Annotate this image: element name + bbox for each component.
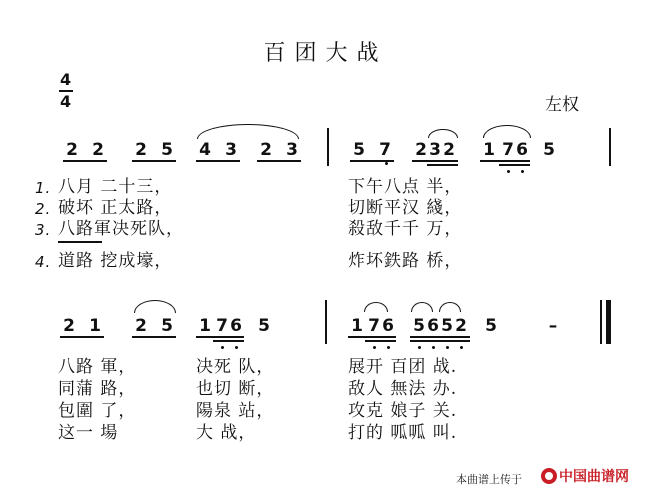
note: 1 [351, 316, 363, 336]
note: 5 [485, 316, 497, 336]
lyric-text: 道路 挖成壕， [58, 251, 173, 271]
beam-underline [257, 160, 301, 162]
note: 2 [260, 140, 272, 160]
lyric-text: 八月 二十三， [58, 177, 173, 197]
rest-dash: – [548, 316, 558, 336]
beam-underline [60, 336, 104, 338]
octave-dot [507, 170, 510, 173]
verse-number: 3. [35, 221, 52, 239]
lyric-text: 这一 場 [58, 423, 119, 443]
time-signature-bottom: 4 [60, 92, 72, 111]
lyric-text: 下午八点 半， [348, 177, 463, 197]
lyric-text: 破坏 正太路， [58, 198, 173, 218]
octave-dot [221, 346, 224, 349]
author: 左权 [545, 95, 579, 115]
lyric-text: 八路 軍， [58, 357, 137, 377]
beam-underline [412, 160, 458, 162]
octave-dot [385, 162, 388, 165]
note: 2 [92, 140, 104, 160]
beam-underline [196, 160, 240, 162]
note: 5 [413, 316, 425, 336]
note: 4 [199, 140, 211, 160]
octave-dot [460, 346, 463, 349]
lyric-text: 攻克 娘子 关. [348, 401, 458, 421]
beam-underline [410, 336, 470, 338]
note: 6 [382, 316, 394, 336]
time-signature-top: 4 [60, 70, 72, 89]
lyric-text: 决死 队， [196, 357, 275, 377]
note: 6 [427, 316, 439, 336]
octave-dot [521, 170, 524, 173]
note: 7 [216, 316, 228, 336]
note: 1 [199, 316, 211, 336]
note: 6 [516, 140, 528, 160]
note: 1 [89, 316, 101, 336]
lyric-text: 切断平汉 綫， [348, 198, 463, 218]
lyric-text: 炸坏鉄路 桥， [348, 251, 463, 271]
note: 2 [63, 316, 75, 336]
beam-underline [63, 160, 107, 162]
beam-underline [480, 160, 530, 162]
slur [364, 302, 388, 312]
barline [327, 128, 329, 166]
lyric-text: 也切 断， [196, 379, 275, 399]
octave-dot [432, 346, 435, 349]
beam-underline [499, 164, 530, 166]
slur [197, 124, 299, 139]
octave-dot [235, 346, 238, 349]
note: 5 [353, 140, 365, 160]
site-logo[interactable] [541, 466, 629, 486]
verse-number: 1. [35, 179, 52, 197]
slur [428, 129, 458, 138]
octave-dot [446, 346, 449, 349]
note: 3 [286, 140, 298, 160]
note: 2 [415, 140, 427, 160]
barline [325, 300, 327, 344]
lyric-text: 大 战， [196, 423, 257, 443]
octave-dot [387, 346, 390, 349]
octave-dot [373, 346, 376, 349]
lyric-text: 八路軍决死队， [58, 219, 184, 239]
verse-number: 2. [35, 200, 52, 218]
final-barline-thin [600, 300, 602, 344]
note: 2 [66, 140, 78, 160]
verse-number: 4. [35, 253, 52, 271]
note: 5 [441, 316, 453, 336]
note: 3 [429, 140, 441, 160]
note: 1 [483, 140, 495, 160]
note: 5 [161, 140, 173, 160]
song-title: 百团大战 [263, 41, 388, 66]
site-name: 中国曲谱网 [559, 469, 629, 485]
lyric-underline [58, 241, 102, 243]
note: 7 [368, 316, 380, 336]
note: 2 [455, 316, 467, 336]
note: 2 [135, 140, 147, 160]
lyric-text: 敌人 無法 办. [348, 379, 458, 399]
slur [411, 302, 433, 312]
beam-underline [365, 340, 396, 342]
note: 2 [443, 140, 455, 160]
lyric-text: 同蒲 路， [58, 379, 137, 399]
lyric-text: 打的 呱呱 叫. [348, 423, 458, 443]
beam-underline [427, 164, 458, 166]
lyric-text: 展开 百团 战. [348, 357, 458, 377]
slur [439, 302, 461, 312]
slur [134, 300, 176, 313]
beam-underline [410, 340, 470, 342]
beam-underline [196, 336, 244, 338]
slur [483, 125, 531, 138]
final-barline-thick [606, 300, 611, 344]
note: 5 [543, 140, 555, 160]
site-logo-icon [541, 468, 557, 484]
note: 5 [161, 316, 173, 336]
barline [609, 128, 611, 166]
beam-underline [213, 340, 244, 342]
note: 7 [379, 140, 391, 160]
beam-underline [132, 160, 176, 162]
note: 6 [230, 316, 242, 336]
note: 7 [502, 140, 514, 160]
lyric-text: 陽泉 站， [196, 401, 275, 421]
note: 5 [258, 316, 270, 336]
lyric-text: 包圍 了， [58, 401, 137, 421]
upload-note: 本曲谱上传于 [456, 473, 522, 486]
beam-underline [348, 336, 396, 338]
octave-dot [418, 346, 421, 349]
note: 2 [135, 316, 147, 336]
lyric-text: 殺敌千千 万， [348, 219, 463, 239]
note: 3 [225, 140, 237, 160]
beam-underline [132, 336, 176, 338]
